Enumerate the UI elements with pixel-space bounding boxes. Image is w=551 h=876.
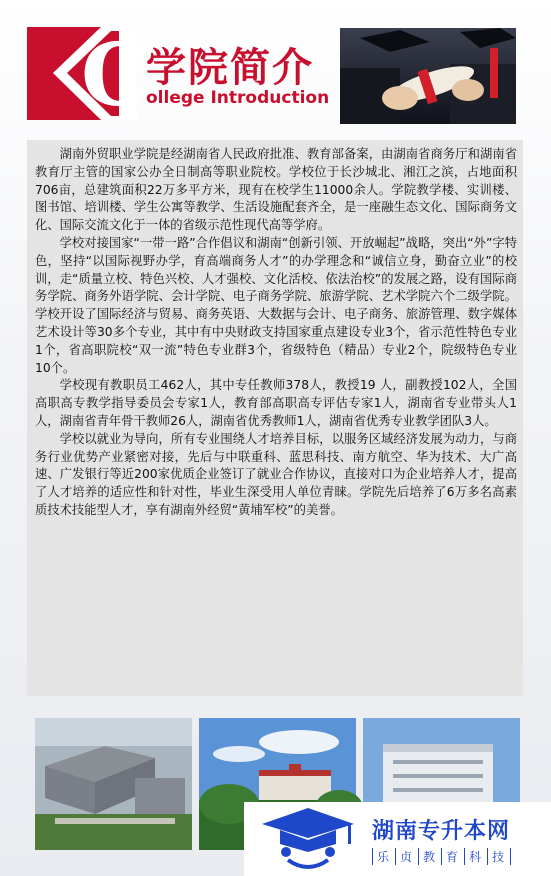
- graduation-cap-smile-icon: [250, 806, 366, 872]
- header: [0, 0, 551, 132]
- page-subtitle: ollege Introduction: [146, 88, 330, 108]
- paragraph-strategy: 学校对接国家“一带一路”合作倡议和湖南“创新引领、开放崛起”战略，突出“外”字特色，坚持“以国际视野办学，育高端商务人才”的办学理念和“诚信立身，勤奋立业”的校训，走“质量立校、特色兴校、人才强校、文化活校、依法治校”的发展之路，设有国际商务学院、商务外语学院、会计学院、电子商务学院、旅游学院、艺术学院六个二级学院。学校开设了国际经济与贸易、商务英语、大数据与会计、电子商务、旅游管理、数字媒体艺术设计等30多个专业，其中有中央财政支持国家重点建设专业3个，省示范性特色专业1个，省高职院校“双一流”特色专业群3个，省级特色（精品）专业2个，院级特色专业10个。: [35, 235, 517, 375]
- brand-tagline: [372, 848, 511, 865]
- logo-letter: C: [81, 25, 150, 126]
- brand-tagline-char: 教: [418, 848, 441, 865]
- paragraph-faculty: 学校现有教职员工462人，其中专任教师378人，教授19 人，副教授102人，全国高职高专教学指导委员会专家1人，教育部高职高专评估专家1人，湖南省专业带头人1人，湖南省青年骨干教师26人，湖南省优秀教师1人，湖南省优秀专业教学团队3人。: [35, 378, 517, 428]
- brand-name: 湖南专升本网: [372, 819, 511, 844]
- campus-photo-aerial: [35, 718, 192, 850]
- paragraph-overview: 湖南外贸职业学院是经湖南省人民政府批准、教育部备案，由湖南省商务厅和湖南省教育厅主管的国家公办全日制高等职业院校。学校位于长沙城北、湘江之滨，占地面积706亩，总建筑面积22万多平方米，现有在校学生11000余人。学院教学楼、实训楼、图书馆、培训楼、学生公寓等教学、生活设施配套齐全，是一座融生态文化、国际商务文化、国际交流文化于一体的省级示范性现代高等学府。: [35, 147, 517, 233]
- brand-tagline-char: 贞: [395, 848, 418, 865]
- brand-tagline-char: 育: [441, 848, 464, 865]
- paragraph-employment: 学校以就业为导向，所有专业围绕人才培养目标，以服务区域经济发展为动力，与商务行业优势产业紧密对接，先后与中联重科、蓝思科技、南方航空、华为技术、大广高速、广发银行等近200家优质企业签订了就业合作协议，直接对口为企业培养人才，提高了人才培养的适应性和针对性，毕业生深受用人单位青睐。学院先后培养了6万多名高素质技术技能型人才，享有湖南外经贸“黄埔军校”的美誉。: [35, 431, 517, 517]
- college-logo-block: [27, 25, 150, 126]
- introduction-text-panel: [27, 140, 523, 696]
- brand-tagline-char: 技: [487, 848, 511, 865]
- brand-tagline-char: 科: [464, 848, 487, 865]
- brand-watermark: [244, 802, 551, 876]
- page-title: 学院简介: [146, 44, 314, 91]
- brand-tagline-char: 乐: [372, 848, 395, 865]
- graduation-photo: [340, 28, 516, 124]
- logo-k-shape-icon: [27, 25, 150, 126]
